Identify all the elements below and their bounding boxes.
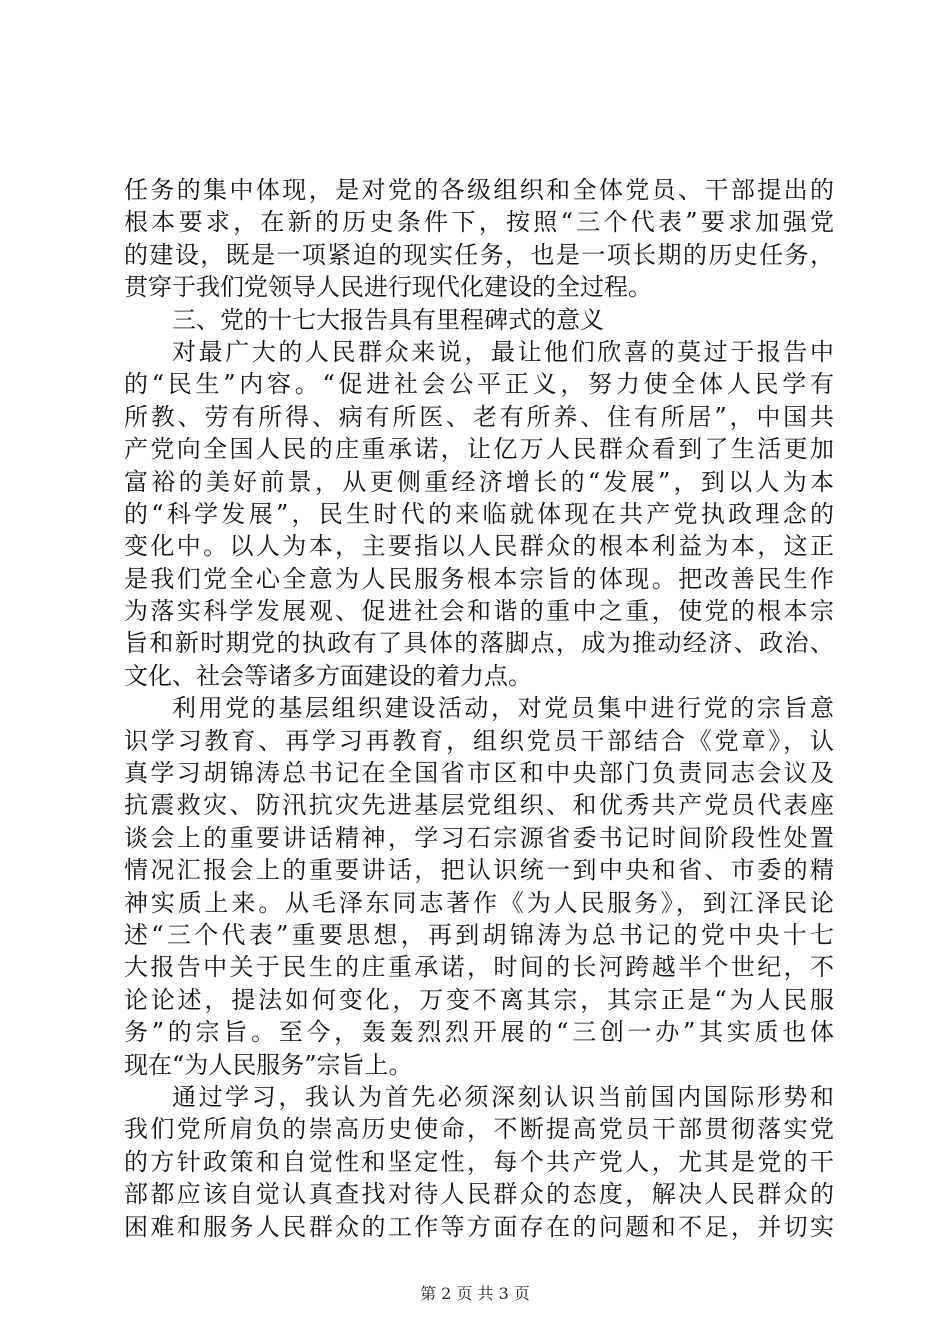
text-line: 利用党的基层组织建设活动，对党员集中进行党的宗旨意 — [172, 694, 834, 723]
text-line: 大报告中关于民生的庄重承诺，时间的长河跨越半个世纪，不 — [124, 953, 834, 982]
text-line: 神实质上来。从毛泽东同志著作《为人民服务》，到江泽民论 — [124, 888, 834, 917]
page-footer — [0, 1284, 950, 1304]
text-line: 旨和新时期党的执政有了具体的落脚点，成为推动经济、政治、 — [124, 629, 834, 658]
text-line: 是我们党全心全意为人民服务根本宗旨的体现。把改善民生作 — [124, 564, 834, 593]
text-line: 文化、社会等诸多方面建设的着力点。 — [124, 661, 532, 690]
text-line: 情况汇报会上的重要讲话，把认识统一到中央和省、市委的精 — [124, 856, 834, 885]
text-line: 抗震救灾、防汛抗灾先进基层党组织、和优秀共产党员代表座 — [124, 791, 834, 820]
page-number-label: 第 2 页 共 3 页 — [420, 1284, 530, 1303]
text-line: 对最广大的人民群众来说，最让他们欣喜的莫过于报告中 — [172, 337, 834, 366]
text-line: 变化中。以人为本，主要指以人民群众的根本利益为本，这正 — [124, 532, 834, 561]
text-line: 现在“为人民服务”宗旨上。 — [124, 1050, 413, 1079]
text-line: 的“科学发展”，民生时代的来临就体现在共产党执政理念的 — [124, 499, 834, 528]
text-line: 务”的宗旨。至今，轰轰烈烈开展的“三创一办”其实质也体 — [124, 1018, 834, 1047]
text-line: 所教、劳有所得、病有所医、老有所养、住有所居”，中国共 — [124, 402, 834, 431]
text-line: 根本要求，在新的历史条件下，按照“三个代表”要求加强党 — [124, 208, 834, 237]
text-line: 真学习胡锦涛总书记在全国省市区和中央部门负责同志会议及 — [124, 759, 834, 788]
text-line: 我们党所肩负的崇高历史使命，不断提高党员干部贯彻落实党 — [124, 1115, 834, 1144]
text-line: 富裕的美好前景，从更侧重经济增长的“发展”，到以人为本 — [124, 467, 834, 496]
text-line: 贯穿于我们党领导人民进行现代化建设的全过程。 — [124, 273, 652, 302]
text-line: 述“三个代表”重要思想，再到胡锦涛为总书记的党中央十七 — [124, 920, 834, 949]
text-line: 论论述，提法如何变化，万变不离其宗，其宗正是“为人民服 — [124, 985, 834, 1014]
text-line: 的“民生”内容。“促进社会公平正义，努力使全体人民学有 — [124, 370, 834, 399]
text-line: 为落实科学发展观、促进社会和谐的重中之重，使党的根本宗 — [124, 597, 834, 626]
text-line: 困难和服务人民群众的工作等方面存在的问题和不足，并切实 — [124, 1212, 834, 1241]
document-body — [124, 174, 834, 1243]
text-line: 部都应该自觉认真查找对待人民群众的态度，解决人民群众的 — [124, 1180, 834, 1209]
text-line: 产党向全国人民的庄重承诺，让亿万人民群众看到了生活更加 — [124, 435, 834, 464]
text-line: 任务的集中体现，是对党的各级组织和全体党员、干部提出的 — [124, 176, 834, 204]
text-line: 识学习教育、再学习再教育，组织党员干部结合《党章》，认 — [124, 726, 834, 755]
section-heading: 三、党的十七大报告具有里程碑式的意义 — [172, 305, 604, 334]
text-line: 的方针政策和自觉性和坚定性，每个共产党人，尤其是党的干 — [124, 1147, 834, 1176]
text-line: 的建设，既是一项紧迫的现实任务，也是一项长期的历史任务， — [124, 240, 834, 269]
text-line: 通过学习，我认为首先必须深刻认识当前国内国际形势和 — [172, 1082, 834, 1111]
text-line: 谈会上的重要讲话精神，学习石宗源省委书记时间阶段性处置 — [124, 823, 834, 852]
